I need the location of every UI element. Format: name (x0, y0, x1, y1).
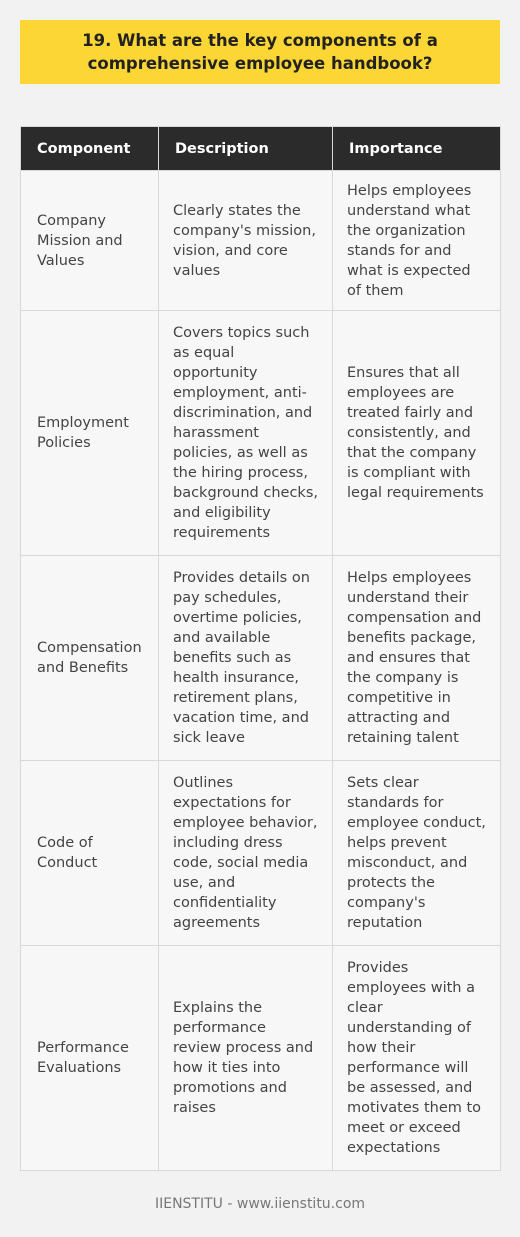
component-cell: Employment Policies (21, 311, 159, 556)
component-cell: Company Mission and Values (21, 171, 159, 311)
description-cell: Covers topics such as equal opportunity employment, anti-discrimination, and harassment policies, as well as the hiring process, background checks, and eligibility requirements (159, 311, 333, 556)
description-cell: Explains the performance review process and how it ties into promotions and raises (159, 946, 333, 1171)
importance-cell: Ensures that all employees are treated fairly and consistently, and that the company is compliant with legal requirements (333, 311, 501, 556)
importance-cell: Provides employees with a clear understanding of how their performance will be assessed, and motivates them to meet or exceed expectations (333, 946, 501, 1171)
description-cell: Provides details on pay schedules, overtime policies, and available benefits such as health insurance, retirement plans, vacation time, and sick leave (159, 556, 333, 761)
table-row (21, 556, 501, 761)
component-cell: Compensation and Benefits (21, 556, 159, 761)
importance-cell: Helps employees understand what the organization stands for and what is expected of them (333, 171, 501, 311)
page-title: 19. What are the key components of a comprehensive employee handbook? (20, 20, 500, 84)
description-cell: Outlines expectations for employee behavior, including dress code, social media use, and confidentiality agreements (159, 761, 333, 946)
footer-credit: IIENSTITU - www.iienstitu.com (154, 1196, 366, 1212)
column-header-description: Description (159, 127, 333, 171)
table-header-row (21, 127, 501, 171)
component-cell: Performance Evaluations (21, 946, 159, 1171)
table-row (21, 946, 501, 1171)
table-row (21, 761, 501, 946)
importance-cell: Helps employees understand their compensation and benefits package, and ensures that the company is competitive in attracting and retaining talent (333, 556, 501, 761)
importance-cell: Sets clear standards for employee conduct, helps prevent misconduct, and protects the company's reputation (333, 761, 501, 946)
handbook-table (20, 126, 501, 1171)
column-header-importance: Importance (333, 127, 501, 171)
column-header-component: Component (21, 127, 159, 171)
table-row (21, 311, 501, 556)
component-cell: Code of Conduct (21, 761, 159, 946)
description-cell: Clearly states the company's mission, vision, and core values (159, 171, 333, 311)
table-row (21, 171, 501, 311)
